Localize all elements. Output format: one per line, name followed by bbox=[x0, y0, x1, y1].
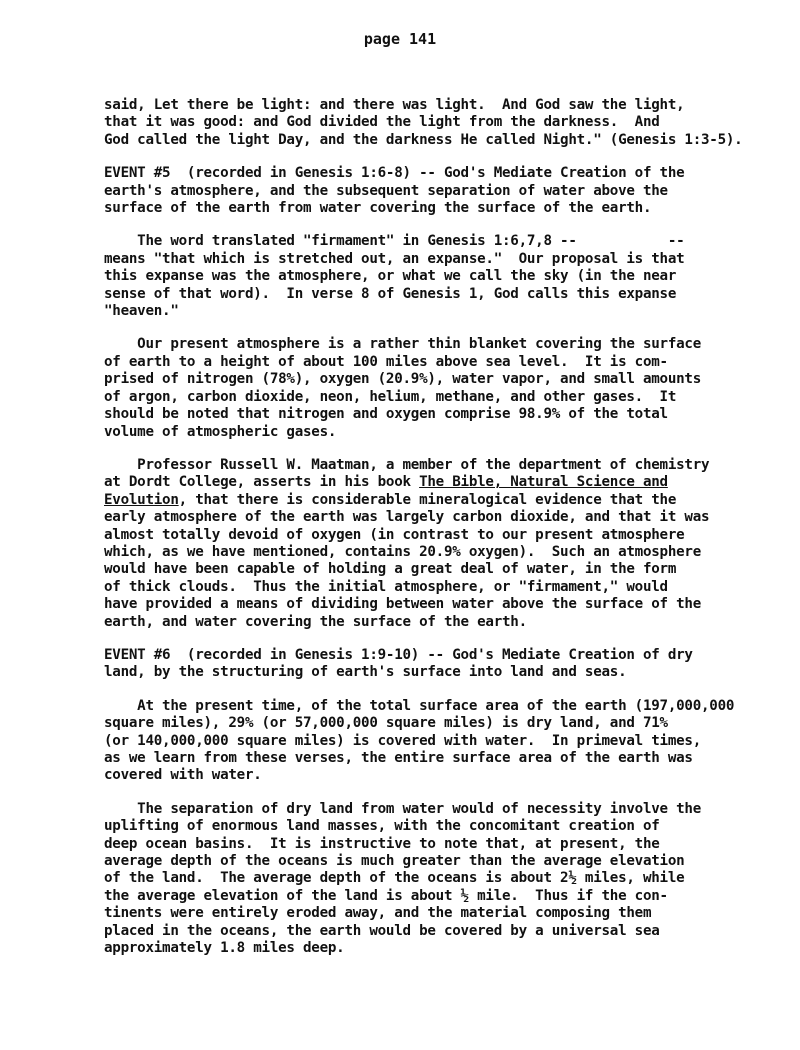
text-line: earth's atmosphere, and the subsequent separation of water above the bbox=[104, 182, 668, 199]
text-line: approximately 1.8 miles deep. bbox=[104, 940, 345, 957]
text-line: (or 140,000,000 square miles) is covered with water. In primeval times, bbox=[104, 732, 701, 749]
text-line: At the present time, of the total surface area of the earth (197,000,000 bbox=[104, 697, 735, 714]
paragraph-surface-area bbox=[104, 697, 735, 785]
paragraph-separation bbox=[104, 801, 724, 958]
text-line: "heaven." bbox=[104, 303, 179, 320]
text-line: at Dordt College, asserts in his book The Bible, Natural Science and bbox=[104, 474, 668, 491]
text-line: uplifting of enormous land masses, with the concomitant creation of bbox=[104, 818, 660, 835]
text-line: would have been capable of holding a great deal of water, in the form bbox=[104, 561, 677, 578]
text-line: covered with water. bbox=[104, 767, 262, 784]
text-line: this expanse was the atmosphere, or what we call the sky (in the near bbox=[104, 268, 677, 285]
page-number: page 141 bbox=[363, 30, 437, 48]
text-line: means "that which is stretched out, an expanse." Our proposal is that bbox=[104, 250, 685, 267]
text-line: said, Let there be light: and there was light. And God saw the light, bbox=[104, 97, 685, 113]
book-title: Evolution bbox=[104, 491, 179, 508]
text-line: prised of nitrogen (78%), oxygen (20.9%), water vapor, and small amounts bbox=[104, 371, 701, 388]
paragraph-event-5-heading bbox=[104, 165, 724, 217]
text-line: earth, and water covering the surface of the earth. bbox=[104, 613, 527, 630]
book-title: The Bible, Natural Science and bbox=[419, 474, 668, 491]
text-line: EVENT #6 (recorded in Genesis 1:9-10) -- God's Mediate Creation of dry bbox=[104, 646, 693, 663]
paragraph-event-6-heading bbox=[104, 647, 724, 682]
text-line: of thick clouds. Thus the initial atmosphere, or "firmament," would bbox=[104, 578, 668, 595]
text-line: of argon, carbon dioxide, neon, helium, methane, and other gases. It bbox=[104, 388, 677, 405]
text-line: of earth to a height of about 100 miles above sea level. It is com- bbox=[104, 353, 668, 370]
text-line: The word translated "firmament" in Genesis 1:6,7,8 -- -- bbox=[104, 233, 685, 250]
body-text bbox=[104, 97, 743, 973]
text-line: EVENT #5 (recorded in Genesis 1:6-8) -- God's Mediate Creation of the bbox=[104, 165, 685, 182]
text-line: volume of atmospheric gases. bbox=[104, 423, 337, 440]
text-line: God called the light Day, and the darkness He called Night." (Genesis 1:3-5). bbox=[104, 131, 743, 148]
text-line: tinents were entirely eroded away, and the material composing them bbox=[104, 905, 652, 922]
text-line: Evolution, that there is considerable mineralogical evidence that the bbox=[104, 491, 677, 508]
text-line: Our present atmosphere is a rather thin blanket covering the surface bbox=[104, 336, 701, 353]
text-line: surface of the earth from water covering the surface of the earth. bbox=[104, 200, 652, 217]
text-line: of the land. The average depth of the oceans is about 2½ miles, while bbox=[104, 870, 685, 887]
text-line: placed in the oceans, the earth would be covered by a universal sea bbox=[104, 922, 660, 939]
text-line: land, by the structuring of earth's surface into land and seas. bbox=[104, 664, 627, 681]
text-line: that it was good: and God divided the light from the darkness. And bbox=[104, 114, 660, 131]
text-line: The separation of dry land from water would of necessity involve the bbox=[104, 800, 701, 817]
text-line: which, as we have mentioned, contains 20.9% oxygen). Such an atmosphere bbox=[104, 543, 701, 560]
text-line: deep ocean basins. It is instructive to note that, at present, the bbox=[104, 835, 660, 852]
text-line: should be noted that nitrogen and oxygen comprise 98.9% of the total bbox=[104, 406, 668, 423]
paragraph-genesis-quote bbox=[104, 97, 743, 149]
paragraph-present-atmosphere bbox=[104, 336, 724, 440]
text-line: have provided a means of dividing between water above the surface of the bbox=[104, 596, 701, 613]
text-line: early atmosphere of the earth was largely carbon dioxide, and that it was bbox=[104, 509, 710, 526]
text-line: as we learn from these verses, the entire surface area of the earth was bbox=[104, 750, 693, 766]
paragraph-firmament bbox=[104, 233, 724, 320]
text-line: almost totally devoid of oxygen (in contrast to our present atmosphere bbox=[104, 526, 685, 543]
text-line: the average elevation of the land is about ½ mile. Thus if the con- bbox=[104, 887, 668, 904]
text-line: square miles), 29% (or 57,000,000 square miles) is dry land, and 71% bbox=[104, 715, 668, 732]
text-line: sense of that word). In verse 8 of Genesis 1, God calls this expanse bbox=[104, 285, 677, 302]
paragraph-maatman bbox=[104, 457, 724, 631]
text-line: average depth of the oceans is much greater than the average elevation bbox=[104, 853, 685, 870]
text-line: Professor Russell W. Maatman, a member of the department of chemistry bbox=[104, 456, 710, 473]
